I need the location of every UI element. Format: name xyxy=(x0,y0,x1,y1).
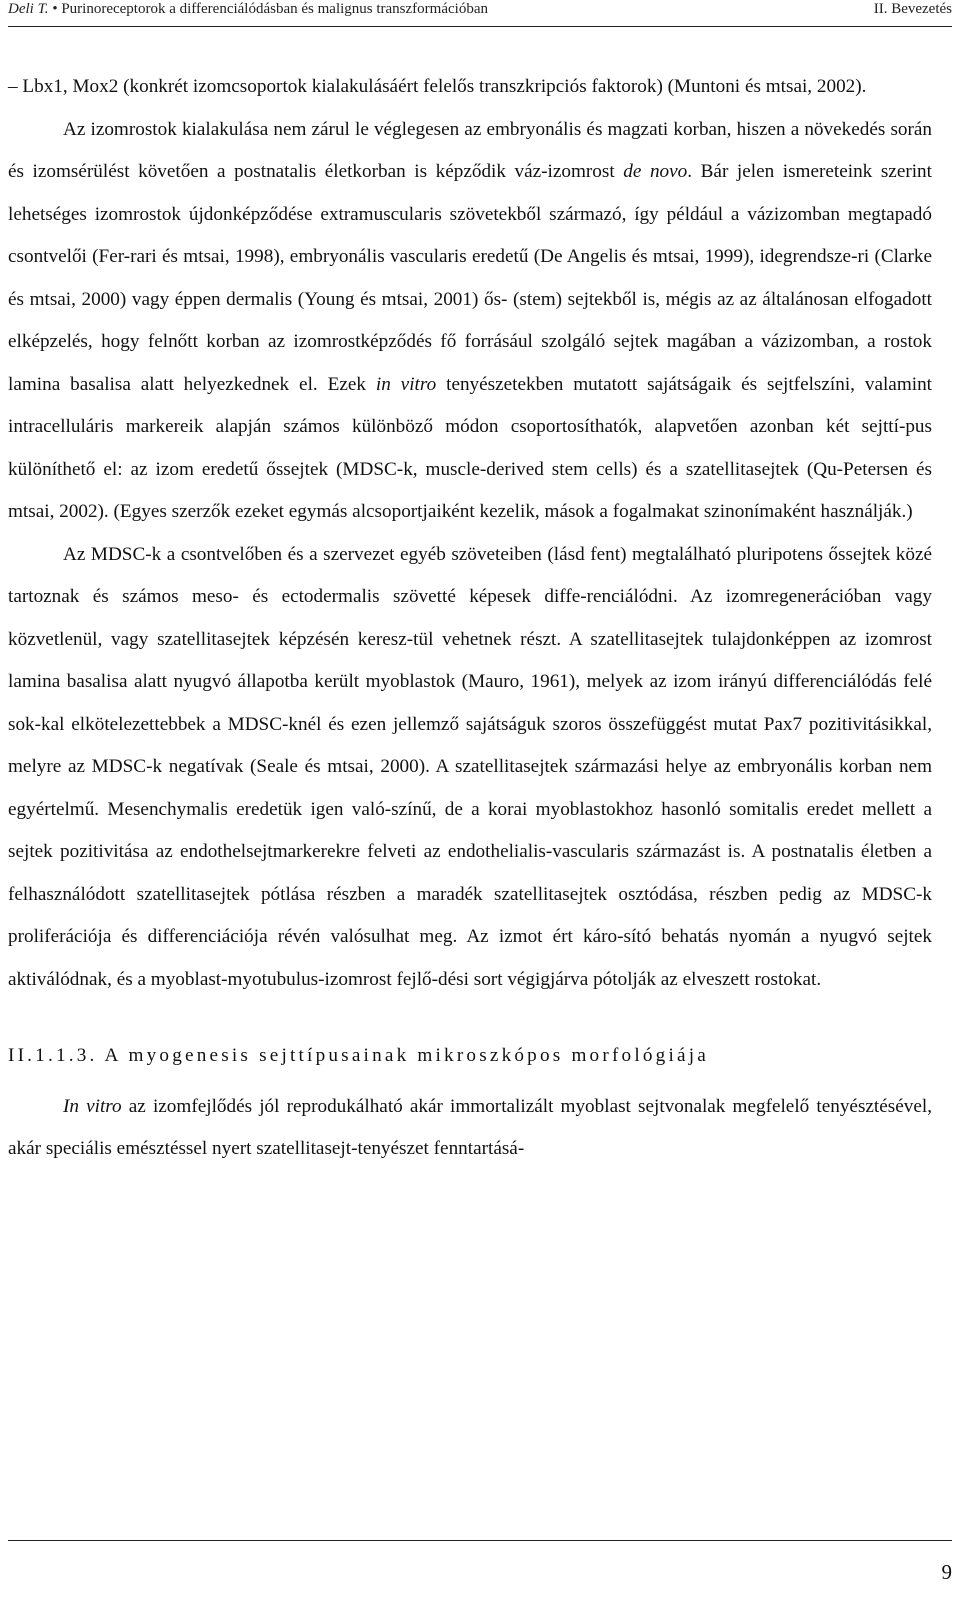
footer-divider xyxy=(8,1540,952,1541)
page-number: 9 xyxy=(941,1560,952,1584)
paragraph-list-continuation: – Lbx1, Mox2 (konkrét izomcsoportok kialakulásáért felelős transzkripciós faktorok) (Muntoni és mtsai, 2002). xyxy=(8,76,867,97)
section-heading: II.1.1.3. A myogenesis sejttípusainak mikroszkópos morfológiája xyxy=(8,1045,709,1066)
paragraph-mdsc: Az MDSC-k a csontvelőben és a szervezet egyéb szöveteiben (lásd fent) megtalálható pluripotens őssejtek közé tartoznak és számos meso- és ectodermalis szövetté képesek diffe-renciálódni. Az izomregenerációban vagy közvetlenül, vagy szatellitasejtek képzésén keresz-tül vehetnek részt. A szatellitasejtek tulajdonképpen az izomrost lamina basalisa alatt nyugvó állapotba került myoblastok (Mauro, 1961), melyek az izom irányú differenciálódás felé sok-kal elkötelezettebbek a MDSC-knél és ezen jellemző sajátságuk szoros összefüggést mutat Pax7 pozitivitásikkal, melyre az MDSC-k negatívak (Seale és mtsai, 2000). A szatellitasejtek származási helye az embryonális korban nem egyértelmű. Mesenchymalis eredetük igen való-színű, de a korai myoblastokhoz hasonló somitalis eredet mellett a sejtek pozitivitása az endothelsejtmarkerekre felveti az endothelialis-vascularis származást is. A postnatalis életben a felhasználódott szatellitasejtek pótlása részben a maradék szatellitasejtek osztódása, részben pedig az MDSC-k proliferációja és differenciációja révén valósulhat meg. Az izmot ért káro-sító behatás nyomán a nyugvó sejtek aktiválódnak, és a myoblast-myotubulus-izomrost fejlő-dési sort végigjárva pótolják az elveszett rostokat. xyxy=(8,543,932,990)
paragraph-text: az izomfejlődés jól reprodukálható akár immortalizált myoblast sejtvonalak megfelelő tenyésztésével, akár speciális emésztéssel nyert szatellitasejt-tenyészet fenntartásá- xyxy=(8,1095,932,1159)
header-separator: • xyxy=(48,1,62,17)
paragraph-muscle-fiber-formation xyxy=(8,109,932,534)
running-header xyxy=(8,0,952,22)
header-title: Purinoreceptorok a differenciálódásban és malignus transzformációban xyxy=(61,1,488,17)
header-author: Deli T. xyxy=(8,1,49,17)
italic-term-in-vitro: in vitro xyxy=(375,373,437,395)
body-text xyxy=(8,66,932,1171)
paragraph-text: Az izomrostok kialakulása nem zárul le véglegesen az embryonális és magzati korban, hiszen a növekedés során és izomsérülést követően a postnatalis életkorban is képződik váz-izomrost xyxy=(8,118,932,182)
paragraph-in-vitro xyxy=(8,1086,932,1171)
italic-term-de-novo: de novo xyxy=(623,161,688,182)
header-left xyxy=(8,0,488,18)
header-chapter: II. Bevezetés xyxy=(873,1,952,17)
paragraph-text: tenyészetekben mutatott sajátságaik és sejtfelszíni, valamint intracelluláris markereik alapján számos különböző módon csoportosíthatók, alapvetően azonban két sejttí-pus különíthető el: az izom eredetű őssejtek (MDSC-k, muscle-derived stem cells) és a szatellitasejtek (Qu-Petersen és mtsai, 2002). (Egyes szerzők ezeket egymás alcsoportjaiként kezelik, mások a fogalmakat szinonímaként használják.) xyxy=(8,373,932,522)
paragraph-text: . Bár jelen ismereteink szerint lehetséges izomrostok újdonképződése extramuscularis szövetekből származó, így például a vázizomban megtapadó csontvelői (Fer-rari és mtsai, 1998), embryonális vascularis eredetű (De Angelis és mtsai, 1999), idegrendsze-ri (Clarke és mtsai, 2000) vagy éppen dermalis (Young és mtsai, 2001) ős- (stem) sejtekből is, mégis az az általánosan elfogadott elképzelés, hogy felnőtt korban az izomrostképződés fő forrásául szolgáló sejtek magában a vázizomban, a rostok lamina basalisa alatt helyezkednek el. Ezek xyxy=(8,161,932,395)
italic-term-in-vitro: In vitro xyxy=(63,1095,122,1117)
header-divider xyxy=(8,26,952,27)
